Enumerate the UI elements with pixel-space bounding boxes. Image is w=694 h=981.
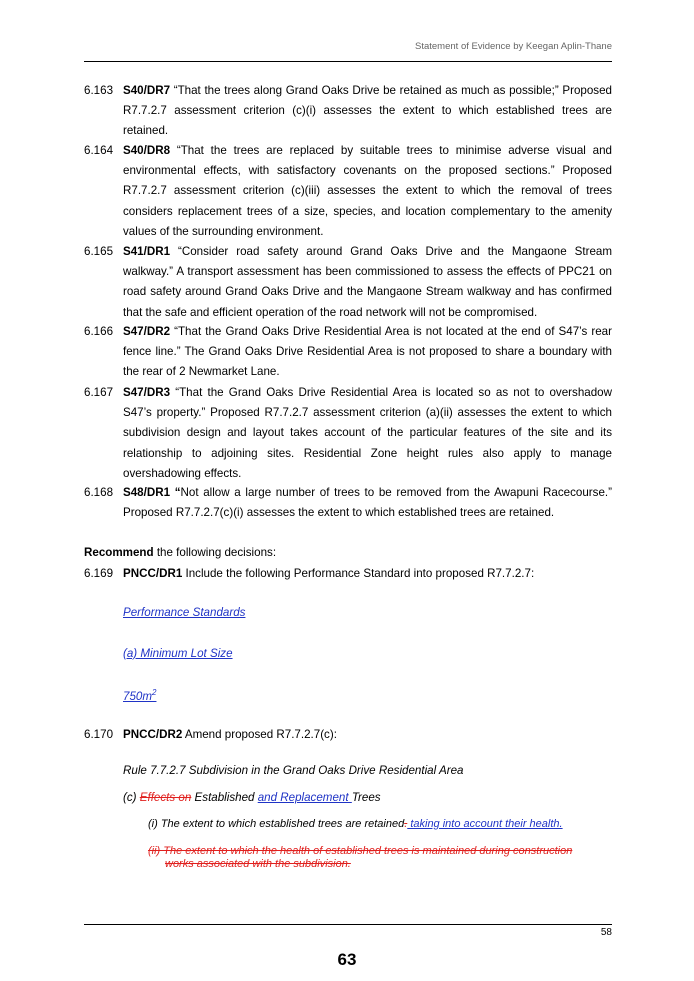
clause-prefix: (c) — [123, 791, 140, 804]
paragraph-6-168 — [84, 483, 612, 523]
deleted-text: Effects on — [139, 791, 192, 804]
paragraph-text: Amend proposed R7.7.2.7(c): — [182, 728, 337, 741]
paragraph-text: “That the Grand Oaks Drive Residential Area is located so as not to overshadow S47’s property.” Proposed R7.7.2.7 assessment criterion (a)(ii) assesses the extent to which subdivision design and layout takes account of the particular features of the site and its relationship to adjoining sites. Residential Zone height rules also apply to manage overshadowing effects. — [123, 386, 612, 480]
submission-code: PNCC/DR1 — [123, 567, 183, 580]
running-header: Statement of Evidence by Keegan Aplin-Thane — [415, 41, 612, 52]
submission-code: PNCC/DR2 — [123, 728, 183, 741]
submission-code: S40/DR7 — [123, 84, 171, 97]
paragraph-number: 6.164 — [84, 144, 114, 157]
lot-size-value: 750m — [123, 689, 153, 703]
inserted-heading: Performance Standards — [123, 606, 246, 619]
footer-rule — [84, 924, 612, 925]
inserted-text: and Replacement — [257, 791, 352, 804]
submission-code: S47/DR2 — [123, 325, 171, 338]
paragraph-6-167 — [84, 383, 612, 484]
submission-code: S41/DR1 — [123, 245, 171, 258]
paragraph-6-170 — [84, 725, 612, 745]
paragraph-6-163 — [84, 81, 612, 142]
clause-end: Trees — [351, 791, 381, 804]
paragraph-number: 6.168 — [84, 486, 114, 499]
submission-code: S47/DR3 — [123, 386, 171, 399]
inserted-value — [123, 684, 156, 706]
clause-i-text: (i) The extent to which established trees are retained — [148, 818, 405, 830]
paragraph-number: 6.167 — [84, 386, 114, 399]
paragraph-number: 6.170 — [84, 728, 114, 741]
clause-mid: Established — [191, 791, 258, 804]
submission-code: S40/DR8 — [123, 144, 171, 157]
paragraph-text: Not allow a large number of trees to be removed from the Awapuni Racecourse.” Proposed R7.7.2.7(c)(i) assesses the extent to which established trees are retained. — [123, 486, 612, 520]
superscript: 2 — [152, 688, 157, 697]
rule-clause-c — [123, 789, 381, 807]
paragraph-number: 6.165 — [84, 245, 114, 258]
paragraph-number: 6.166 — [84, 325, 114, 338]
rule-clause-i — [148, 818, 608, 831]
recommend-text: the following decisions: — [153, 546, 277, 559]
header-rule — [84, 61, 612, 62]
paragraph-text: “That the Grand Oaks Drive Residential Area is not located at the end of S47’s rear fence line.” The Grand Oaks Drive Residential Area is not proposed to share a boundary with the rear of 2 Newmarket Lane. — [123, 325, 612, 379]
stamp-page-number: 63 — [337, 950, 357, 969]
deleted-text: . — [404, 818, 408, 830]
paragraph-6-169 — [84, 564, 612, 584]
page-number: 58 — [600, 927, 612, 938]
paragraph-text: Include the following Performance Standard into proposed R7.7.2.7: — [182, 567, 535, 580]
recommend-bold: Recommend — [84, 546, 154, 559]
recommend-line — [84, 543, 276, 563]
paragraph-6-165 — [84, 242, 612, 323]
rule-title: Rule 7.7.2.7 Subdivision in the Grand Oaks Drive Residential Area — [123, 764, 464, 777]
inserted-subheading: (a) Minimum Lot Size — [123, 647, 233, 660]
paragraph-text: “That the trees are replaced by suitable trees to minimise adverse visual and environmental effects, with satisfactory covenants on the proposed sections.” Proposed R7.7.2.7 assessment criterion (c)(iii) assesses the extent to which the removal of trees considers replacement trees of a size, species, and location complementary to the amenity values of the surrounding environment. — [123, 144, 612, 238]
paragraph-text: “Consider road safety around Grand Oaks Drive and the Mangaone Stream walkway.” A transport assessment has been commissioned to assess the effects of PPC21 on road safety around Grand Oaks Drive and the Mangaone Stream walkway and has confirmed that the safe and efficient operation of the road network will not be compromised. — [123, 245, 612, 319]
clause-ii-line1: (ii) The extent to which the health of established trees is maintained during construction — [148, 845, 573, 857]
inserted-text: taking into account their health. — [407, 818, 563, 830]
clause-ii-line2: works associated with the subdivision. — [165, 858, 351, 870]
paragraph-number: 6.169 — [84, 567, 114, 580]
paragraph-6-164 — [84, 141, 612, 242]
paragraph-number: 6.163 — [84, 84, 114, 97]
submission-code: S48/DR1 “ — [123, 486, 181, 499]
paragraph-text: “That the trees along Grand Oaks Drive be retained as much as possible;” Proposed R7.7.2.7 assessment criterion (c)(i) assesses the extent to which established trees are retained. — [123, 84, 612, 138]
rule-clause-ii-deleted — [148, 845, 608, 871]
paragraph-6-166 — [84, 322, 612, 383]
